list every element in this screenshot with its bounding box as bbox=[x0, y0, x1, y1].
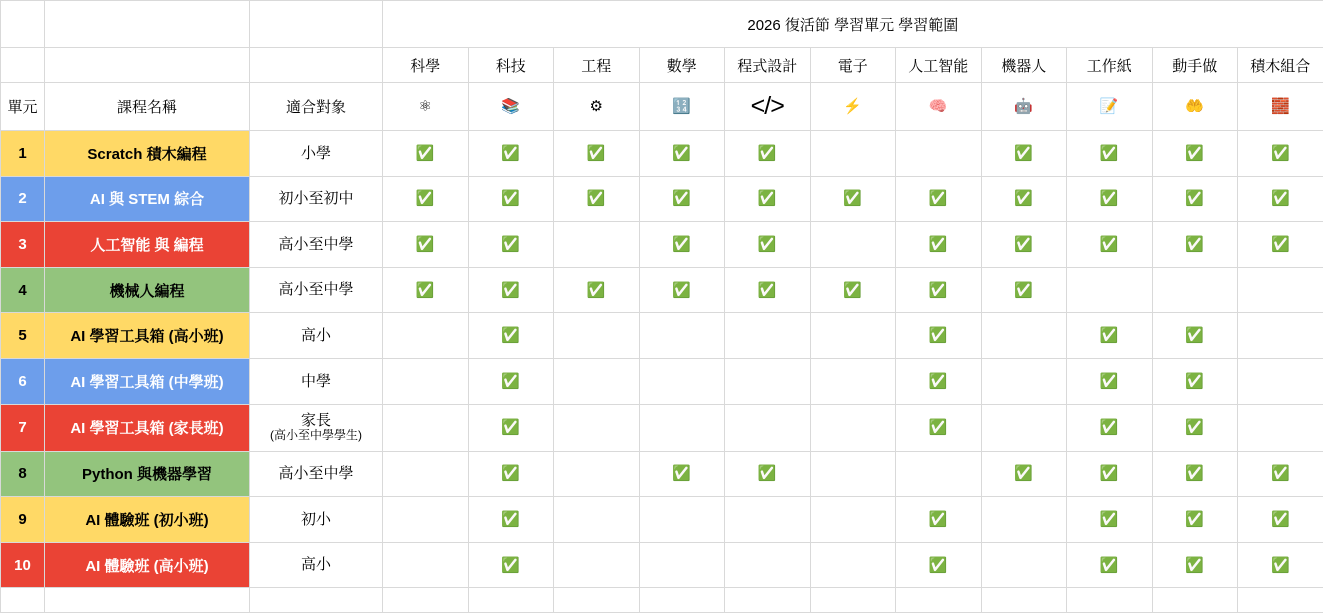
empty-cell bbox=[810, 497, 896, 543]
check-mark-icon: ✅ bbox=[981, 267, 1067, 313]
atom-icon: ⚛ bbox=[383, 83, 469, 131]
row-target bbox=[250, 131, 383, 177]
table-row bbox=[1, 176, 1323, 222]
bottom-blank-row bbox=[1, 588, 1323, 613]
empty-cell bbox=[810, 313, 896, 359]
check-mark-icon: ✅ bbox=[383, 267, 469, 313]
check-mark-icon: ✅ bbox=[1152, 404, 1238, 451]
check-mark-icon: ✅ bbox=[896, 267, 982, 313]
subject-header-bricks: 積木組合 bbox=[1238, 48, 1323, 83]
title-spacer-unit bbox=[1, 1, 45, 48]
check-mark-icon: ✅ bbox=[981, 451, 1067, 497]
subject-header-brain: 人工智能 bbox=[896, 48, 982, 83]
check-mark-icon: ✅ bbox=[725, 267, 811, 313]
row-target-main: 初小 bbox=[301, 511, 331, 528]
empty-cell bbox=[725, 358, 811, 404]
blank-cell bbox=[639, 588, 725, 613]
row-target bbox=[250, 222, 383, 268]
empty-cell bbox=[639, 497, 725, 543]
check-mark-icon: ✅ bbox=[725, 222, 811, 268]
empty-cell bbox=[554, 451, 640, 497]
row-target bbox=[250, 542, 383, 588]
row-unit-number: 9 bbox=[1, 497, 45, 543]
code-glyph: </> bbox=[751, 92, 784, 120]
empty-cell bbox=[554, 222, 640, 268]
row-unit-number: 1 bbox=[1, 131, 45, 177]
row-course-name: AI 體驗班 (高小班) bbox=[45, 542, 250, 588]
row-target-main: 高小 bbox=[301, 556, 331, 573]
empty-cell bbox=[725, 313, 811, 359]
empty-cell bbox=[554, 358, 640, 404]
empty-cell bbox=[1238, 313, 1323, 359]
check-mark-icon: ✅ bbox=[981, 131, 1067, 177]
empty-cell bbox=[554, 542, 640, 588]
row-target bbox=[250, 176, 383, 222]
empty-cell bbox=[554, 404, 640, 451]
empty-cell bbox=[725, 497, 811, 543]
check-mark-icon: ✅ bbox=[468, 222, 554, 268]
check-mark-icon: ✅ bbox=[1152, 358, 1238, 404]
blank-cell bbox=[1238, 588, 1323, 613]
check-mark-icon: ✅ bbox=[383, 131, 469, 177]
blank-cell bbox=[810, 588, 896, 613]
row-target bbox=[250, 404, 383, 451]
check-mark-icon: ✅ bbox=[1238, 451, 1323, 497]
check-mark-icon: ✅ bbox=[468, 542, 554, 588]
row-target-main: 高小 bbox=[301, 327, 331, 344]
check-mark-icon: ✅ bbox=[810, 176, 896, 222]
check-mark-icon: ✅ bbox=[468, 497, 554, 543]
row-target-main: 高小至中學 bbox=[278, 236, 353, 253]
check-mark-icon: ✅ bbox=[896, 313, 982, 359]
row-course-name: Python 與機器學習 bbox=[45, 451, 250, 497]
header-target: 適合對象 bbox=[250, 83, 383, 131]
row-course-name: 機械人編程 bbox=[45, 267, 250, 313]
empty-cell bbox=[639, 313, 725, 359]
empty-cell bbox=[1238, 358, 1323, 404]
check-mark-icon: ✅ bbox=[981, 176, 1067, 222]
numbers-icon: 🔢 bbox=[639, 83, 725, 131]
subject-header-atom: 科學 bbox=[383, 48, 469, 83]
empty-cell bbox=[383, 358, 469, 404]
check-mark-icon: ✅ bbox=[981, 222, 1067, 268]
check-mark-icon: ✅ bbox=[1152, 176, 1238, 222]
check-mark-icon: ✅ bbox=[725, 131, 811, 177]
title-spacer-name bbox=[45, 1, 250, 48]
check-mark-icon: ✅ bbox=[1067, 313, 1153, 359]
empty-cell bbox=[981, 542, 1067, 588]
empty-cell bbox=[1152, 267, 1238, 313]
empty-cell bbox=[383, 497, 469, 543]
table-row bbox=[1, 222, 1323, 268]
subject-header-books: 科技 bbox=[468, 48, 554, 83]
check-mark-icon: ✅ bbox=[554, 131, 640, 177]
header-unit: 單元 bbox=[1, 83, 45, 131]
empty-cell bbox=[639, 404, 725, 451]
check-mark-icon: ✅ bbox=[1152, 313, 1238, 359]
robot-icon: 🤖 bbox=[981, 83, 1067, 131]
row-course-name: AI 學習工具箱 (家長班) bbox=[45, 404, 250, 451]
check-mark-icon: ✅ bbox=[468, 451, 554, 497]
subject-header-gear: 工程 bbox=[554, 48, 640, 83]
gear-icon: ⚙ bbox=[554, 83, 640, 131]
table-row bbox=[1, 131, 1323, 177]
check-mark-icon: ✅ bbox=[639, 176, 725, 222]
subject-header-code: 程式設計 bbox=[725, 48, 811, 83]
row-unit-number: 3 bbox=[1, 222, 45, 268]
title-spacer-target bbox=[250, 1, 383, 48]
row-target-note: (高小至中學學生) bbox=[250, 429, 382, 443]
check-mark-icon: ✅ bbox=[1152, 451, 1238, 497]
empty-cell bbox=[810, 542, 896, 588]
row-unit-number: 6 bbox=[1, 358, 45, 404]
row-unit-number: 5 bbox=[1, 313, 45, 359]
empty-cell bbox=[981, 313, 1067, 359]
row-course-name: Scratch 積木編程 bbox=[45, 131, 250, 177]
books-icon: 📚 bbox=[468, 83, 554, 131]
empty-cell bbox=[383, 404, 469, 451]
empty-cell bbox=[1238, 267, 1323, 313]
row-target bbox=[250, 267, 383, 313]
empty-cell bbox=[554, 497, 640, 543]
blank-cell bbox=[1152, 588, 1238, 613]
check-mark-icon: ✅ bbox=[1152, 497, 1238, 543]
blank-cell bbox=[45, 588, 250, 613]
check-mark-icon: ✅ bbox=[1067, 131, 1153, 177]
table-row bbox=[1, 358, 1323, 404]
check-mark-icon: ✅ bbox=[1238, 222, 1323, 268]
icon-header-row bbox=[1, 83, 1323, 131]
row-target-main: 中學 bbox=[301, 373, 331, 390]
header-course-name: 課程名稱 bbox=[45, 83, 250, 131]
check-mark-icon: ✅ bbox=[896, 358, 982, 404]
subject-header-memo: 工作紙 bbox=[1067, 48, 1153, 83]
empty-cell bbox=[810, 451, 896, 497]
blank-cell bbox=[383, 588, 469, 613]
empty-cell bbox=[639, 542, 725, 588]
check-mark-icon: ✅ bbox=[639, 222, 725, 268]
empty-cell bbox=[1238, 404, 1323, 451]
row-target-main: 高小至中學 bbox=[278, 465, 353, 482]
title-row bbox=[1, 1, 1323, 48]
empty-cell bbox=[1067, 267, 1153, 313]
check-mark-icon: ✅ bbox=[468, 267, 554, 313]
blank-cell bbox=[1067, 588, 1153, 613]
check-mark-icon: ✅ bbox=[639, 131, 725, 177]
subject-spacer-target bbox=[250, 48, 383, 83]
blank-cell bbox=[554, 588, 640, 613]
table-row bbox=[1, 497, 1323, 543]
lightning-icon: ⚡ bbox=[810, 83, 896, 131]
row-target bbox=[250, 358, 383, 404]
subject-spacer-unit bbox=[1, 48, 45, 83]
table-row bbox=[1, 313, 1323, 359]
check-mark-icon: ✅ bbox=[896, 222, 982, 268]
empty-cell bbox=[639, 358, 725, 404]
check-mark-icon: ✅ bbox=[1152, 222, 1238, 268]
row-target-main: 高小至中學 bbox=[278, 281, 353, 298]
empty-cell bbox=[810, 358, 896, 404]
row-course-name: AI 與 STEM 綜合 bbox=[45, 176, 250, 222]
row-unit-number: 7 bbox=[1, 404, 45, 451]
empty-cell bbox=[896, 451, 982, 497]
row-course-name: 人工智能 與 編程 bbox=[45, 222, 250, 268]
check-mark-icon: ✅ bbox=[810, 267, 896, 313]
blank-cell bbox=[468, 588, 554, 613]
check-mark-icon: ✅ bbox=[896, 404, 982, 451]
empty-cell bbox=[383, 542, 469, 588]
check-mark-icon: ✅ bbox=[554, 267, 640, 313]
row-target bbox=[250, 497, 383, 543]
check-mark-icon: ✅ bbox=[554, 176, 640, 222]
row-target bbox=[250, 313, 383, 359]
blank-cell bbox=[725, 588, 811, 613]
table-row bbox=[1, 404, 1323, 451]
check-mark-icon: ✅ bbox=[1238, 131, 1323, 177]
check-mark-icon: ✅ bbox=[468, 313, 554, 359]
row-unit-number: 8 bbox=[1, 451, 45, 497]
check-mark-icon: ✅ bbox=[1067, 542, 1153, 588]
memo-icon: 📝 bbox=[1067, 83, 1153, 131]
row-target bbox=[250, 451, 383, 497]
check-mark-icon: ✅ bbox=[1067, 451, 1153, 497]
row-course-name: AI 體驗班 (初小班) bbox=[45, 497, 250, 543]
hands-icon: 🤲 bbox=[1152, 83, 1238, 131]
table-row bbox=[1, 451, 1323, 497]
row-target-main: 小學 bbox=[301, 145, 331, 162]
row-unit-number: 10 bbox=[1, 542, 45, 588]
row-course-name: AI 學習工具箱 (中學班) bbox=[45, 358, 250, 404]
blank-cell bbox=[981, 588, 1067, 613]
check-mark-icon: ✅ bbox=[1067, 176, 1153, 222]
table-row bbox=[1, 542, 1323, 588]
check-mark-icon: ✅ bbox=[1067, 222, 1153, 268]
bricks-icon: 🧱 bbox=[1238, 83, 1323, 131]
check-mark-icon: ✅ bbox=[1238, 176, 1323, 222]
empty-cell bbox=[810, 404, 896, 451]
check-mark-icon: ✅ bbox=[468, 358, 554, 404]
blank-cell bbox=[250, 588, 383, 613]
check-mark-icon: ✅ bbox=[383, 176, 469, 222]
page-title: 2026 復活節 學習單元 學習範圍 bbox=[383, 1, 1323, 48]
row-target-main: 家長 bbox=[301, 412, 331, 429]
subject-header-numbers: 數學 bbox=[639, 48, 725, 83]
table-row bbox=[1, 267, 1323, 313]
empty-cell bbox=[981, 358, 1067, 404]
subject-header-hands: 動手做 bbox=[1152, 48, 1238, 83]
row-target-main: 初小至初中 bbox=[278, 190, 353, 207]
check-mark-icon: ✅ bbox=[1152, 131, 1238, 177]
check-mark-icon: ✅ bbox=[896, 176, 982, 222]
row-unit-number: 2 bbox=[1, 176, 45, 222]
brain-icon: 🧠 bbox=[896, 83, 982, 131]
row-unit-number: 4 bbox=[1, 267, 45, 313]
empty-cell bbox=[810, 131, 896, 177]
subject-header-row bbox=[1, 48, 1323, 83]
blank-cell bbox=[1, 588, 45, 613]
empty-cell bbox=[810, 222, 896, 268]
check-mark-icon: ✅ bbox=[468, 131, 554, 177]
check-mark-icon: ✅ bbox=[1067, 497, 1153, 543]
subject-spacer-name bbox=[45, 48, 250, 83]
check-mark-icon: ✅ bbox=[639, 267, 725, 313]
check-mark-icon: ✅ bbox=[1238, 542, 1323, 588]
empty-cell bbox=[383, 313, 469, 359]
check-mark-icon: ✅ bbox=[725, 176, 811, 222]
empty-cell bbox=[981, 497, 1067, 543]
blank-cell bbox=[896, 588, 982, 613]
subject-header-robot: 機器人 bbox=[981, 48, 1067, 83]
check-mark-icon: ✅ bbox=[1067, 404, 1153, 451]
check-mark-icon: ✅ bbox=[896, 497, 982, 543]
check-mark-icon: ✅ bbox=[468, 404, 554, 451]
empty-cell bbox=[725, 404, 811, 451]
check-mark-icon: ✅ bbox=[1238, 497, 1323, 543]
empty-cell bbox=[383, 451, 469, 497]
check-mark-icon: ✅ bbox=[468, 176, 554, 222]
check-mark-icon: ✅ bbox=[1067, 358, 1153, 404]
subject-header-lightning: 電子 bbox=[810, 48, 896, 83]
check-mark-icon: ✅ bbox=[1152, 542, 1238, 588]
check-mark-icon: ✅ bbox=[383, 222, 469, 268]
check-mark-icon: ✅ bbox=[896, 542, 982, 588]
row-course-name: AI 學習工具箱 (高小班) bbox=[45, 313, 250, 359]
check-mark-icon: ✅ bbox=[639, 451, 725, 497]
empty-cell bbox=[896, 131, 982, 177]
code-icon bbox=[725, 83, 811, 131]
empty-cell bbox=[725, 542, 811, 588]
empty-cell bbox=[981, 404, 1067, 451]
check-mark-icon: ✅ bbox=[725, 451, 811, 497]
empty-cell bbox=[554, 313, 640, 359]
